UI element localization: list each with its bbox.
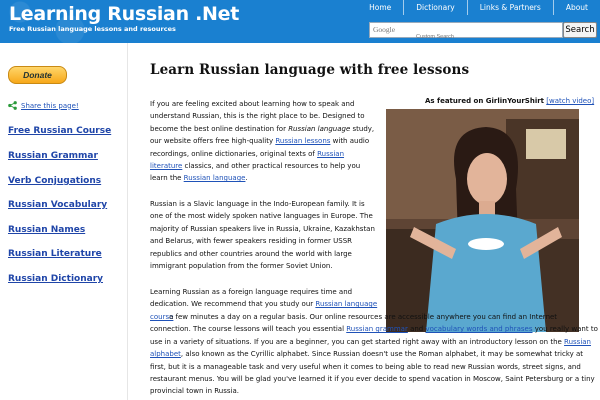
watch-video-link[interactable]: [watch video]: [546, 97, 595, 105]
russian-lessons-link[interactable]: Russian lessons: [275, 137, 331, 146]
featured-text: As featured on GirlinYourShirt: [425, 97, 545, 105]
site-header: [0, 0, 600, 43]
featured-photo-image: [386, 109, 579, 332]
share-label[interactable]: Share this page!: [21, 101, 79, 110]
share-icon: [8, 101, 17, 110]
russian-literature-link[interactable]: Russian literature: [150, 149, 345, 171]
russian-course-link[interactable]: Russian language course: [150, 300, 378, 321]
russian-language-link[interactable]: Russian language: [183, 174, 246, 183]
russian-alphabet-link[interactable]: Russian alphabet: [150, 337, 591, 359]
nav-about[interactable]: About: [553, 0, 600, 15]
top-nav: [357, 0, 600, 15]
nav-links-partners[interactable]: Links & Partners: [467, 0, 553, 15]
search-button[interactable]: Search: [563, 22, 597, 38]
sidebar-item-dictionary[interactable]: Russian Dictionary: [8, 274, 103, 284]
sidebar-item-grammar[interactable]: Russian Grammar: [8, 151, 98, 161]
main-content: [127, 43, 600, 400]
featured-photo: [386, 109, 579, 332]
site-tagline: Free Russian language lessons and resources: [9, 25, 176, 33]
sidebar-item-verb-conjugations[interactable]: Verb Conjugations: [8, 176, 102, 186]
google-logo: Google: [373, 25, 396, 34]
russian-intro-paragraph: Russian is a Slavic language in the Indo-European family. It is one of the most widely spoken native languages in Europe. The majority of Russian speakers live in Russia, Ukraine, Kazakhstan and Belarus, with fewer speakers residing in former USSR republics and other countries around the world with large immigrant population from the former Soviet Union.: [150, 200, 375, 271]
nav-dictionary[interactable]: Dictionary: [403, 0, 466, 15]
russian-grammar-link[interactable]: Russian grammar: [346, 325, 408, 334]
course-paragraph-top: Learning Russian as a foreign language requires time and dedication. We recommend that you study our Russian language course: [150, 288, 378, 321]
vocabulary-link[interactable]: vocabulary words and phrases: [425, 325, 533, 334]
page-title: Learn Russian language with free lessons: [150, 62, 470, 78]
sidebar: [0, 43, 127, 400]
site-title[interactable]: Learning Russian .Net: [9, 3, 240, 25]
donate-button[interactable]: Donate: [8, 66, 67, 84]
sidebar-item-names[interactable]: Russian Names: [8, 225, 86, 235]
sidebar-item-literature[interactable]: Russian Literature: [8, 249, 102, 259]
sidebar-item-free-course[interactable]: Free Russian Course: [8, 126, 112, 136]
share-link-row[interactable]: [8, 101, 79, 110]
sidebar-item-vocabulary[interactable]: Russian Vocabulary: [8, 200, 108, 210]
course-paragraph: a few minutes a day on a regular basis. Our online resources are accessible anywhere you can find an Internet connection. The course lessons will teach you essential Russian grammar and vocabulary words and phrases you really want to use in a variety of situations. If you are a beginner, you can get started right away with an introductory lesson on the Russian alphabet, also known as the Cyrillic alphabet. Since Russian doesn't use the Roman alphabet, it may be somewhat tricky at first, but it is a manageable task and very useful when it comes to being able to read new Russian words, street signs, and restaurant menus. You will be glad you've learned it if you ever decide to spend vacation in Moscow, Saint Petersburg or a tiny provincial town in Russia.: [150, 313, 598, 396]
intro-paragraph: If you are feeling excited about learning how to speak and understand Russian, this is the right place to be. Designed to become the best online destination for Russian language study, our website offers free high-quality Russian lessons with audio recordings, online dictionaries, original texts of Russian literature classics, and other practical resources to help you learn the Russian language.: [150, 100, 375, 183]
nav-home[interactable]: Home: [369, 3, 392, 12]
featured-caption: [425, 97, 594, 105]
search-box: [369, 22, 563, 38]
